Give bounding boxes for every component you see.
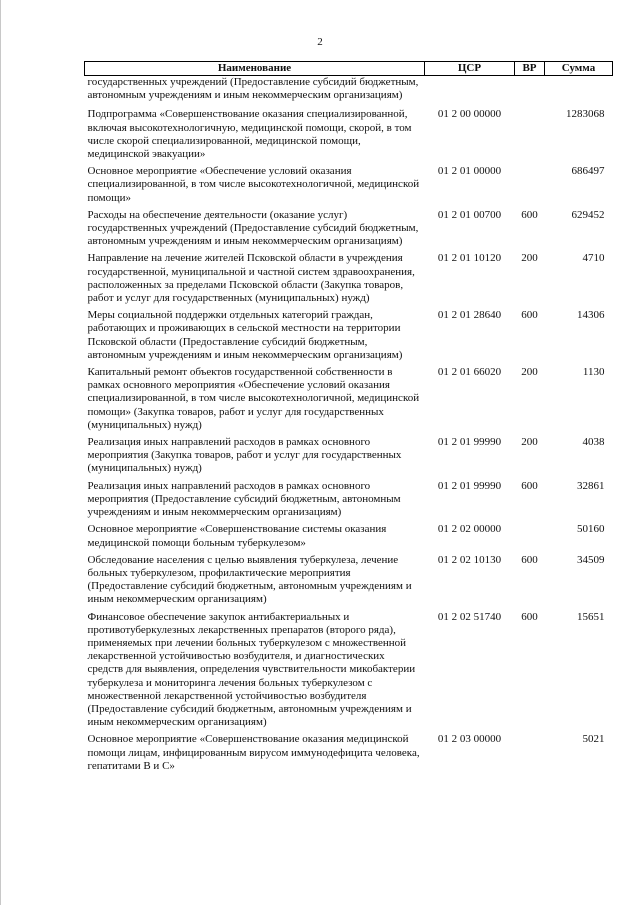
header-name: Наименование [85, 62, 425, 76]
row-vr [515, 161, 545, 205]
row-vr: 200 [521, 252, 538, 265]
row-sum: 14306 [577, 309, 605, 322]
row-csr: 01 2 01 00700 [437, 208, 502, 221]
row-sum: 629452 [571, 208, 605, 221]
row-csr: 01 2 01 10120 [437, 252, 502, 265]
table-row [85, 729, 613, 773]
row-sum: 34509 [577, 553, 605, 566]
table-row [85, 362, 613, 432]
table-row [85, 248, 613, 305]
table-row [85, 76, 613, 103]
budget-table [84, 61, 613, 773]
table-row [85, 161, 613, 205]
row-csr: 01 2 02 00000 [437, 523, 502, 536]
row-csr: 01 2 02 51740 [437, 610, 502, 623]
header-csr: ЦСР [425, 62, 515, 76]
table-row [85, 432, 613, 476]
row-sum: 4710 [582, 252, 605, 265]
table-header-row [85, 62, 613, 76]
row-vr: 600 [521, 610, 538, 623]
row-sum: 4038 [582, 436, 605, 449]
row-sum: 1283068 [566, 108, 605, 121]
row-vr: 600 [521, 479, 538, 492]
row-csr: 01 2 01 99990 [437, 436, 502, 449]
row-csr: 01 2 00 00000 [437, 108, 502, 121]
row-vr [515, 102, 545, 161]
table-row [85, 519, 613, 549]
page-number: 2 [317, 36, 323, 48]
row-vr [515, 76, 545, 103]
row-csr: 01 2 01 28640 [437, 309, 502, 322]
row-vr: 200 [521, 436, 538, 449]
row-sum: 50160 [577, 523, 605, 536]
header-sum: Сумма [545, 62, 613, 76]
row-name: Меры социальной поддержки отдельных категорий граждан, работающих и проживающих в сельской местности на территории Псковской области (Предоставление субсидий бюджетным, автономным учреждениям и иным некоммерческим организациям) [87, 309, 403, 361]
row-vr: 600 [521, 553, 538, 566]
table-row [85, 476, 613, 520]
row-name: Финансовое обеспечение закупок антибактериальных и противотуберкулезных лекарственных препаратов (второго ряда), применяемых при лечении больных туберкулезом с множественной лекарственной устойчивостью возбудителя, и диагностических средств для выявления, определения чувствительности микобактерии туберкулеза и мониторинга лечения больных туберкулезом с множественной лекарственной устойчивостью возбудителя (Предоставление субсидий бюджетным, автономным учреждениям и иным некоммерческим организациям) [87, 610, 416, 729]
row-sum [545, 76, 613, 103]
row-name: Основное мероприятие «Обеспечение условий оказания специализированной, в том числе высокотехнологичной, медицинской помощи» [87, 165, 420, 204]
row-name: Расходы на обеспечение деятельности (оказание услуг) государственных учреждений (Предоставление субсидий бюджетным, автономным учреждениям и иным некоммерческим организациям) [87, 208, 419, 248]
row-name: Обследование населения с целью выявления туберкулеза, лечение больных туберкулезом, профилактические мероприятия (Предоставление субсидий бюджетным, автономным учреждениям и иным некоммерческим организациям) [87, 553, 412, 606]
row-name: государственных учреждений (Предоставление субсидий бюджетным, автономным учреждениям и иным некоммерческим организациям) [87, 76, 419, 102]
row-csr: 01 2 01 99990 [437, 479, 502, 492]
scan-edge [0, 0, 1, 905]
row-name: Основное мероприятие «Совершенствование системы оказания медицинской помощи больным туберкулезом» [87, 523, 387, 549]
row-vr: 600 [521, 309, 538, 322]
row-csr: 01 2 02 10130 [437, 553, 502, 566]
row-sum: 686497 [571, 165, 605, 178]
table-row [85, 305, 613, 362]
table-row [85, 205, 613, 249]
row-csr: 01 2 01 66020 [437, 366, 502, 379]
table-row [85, 607, 613, 730]
row-sum: 15651 [577, 610, 605, 623]
row-name: Реализация иных направлений расходов в рамках основного мероприятия (Предоставление субсидий бюджетным, автономным учреждениям и иным некоммерческим организациям) [87, 479, 401, 519]
table-row [85, 550, 613, 607]
row-vr [515, 729, 545, 773]
row-sum: 5021 [582, 733, 605, 746]
row-name: Реализация иных направлений расходов в рамках основного мероприятия (Закупка товаров, работ и услуг для государственных (муниципальных) нужд) [87, 436, 402, 475]
row-name: Капитальный ремонт объектов государственной собственности в рамках основного мероприятия «Обеспечение условий оказания специализированной, в том числе высокотехнологичной, медицинской помощи» (Закупка товаров, работ и услуг для государственных (муниципальных) нужд) [87, 366, 420, 431]
row-name: Подпрограмма «Совершенствование оказания специализированной, включая высокотехнологичную, медицинской помощи, скорой, в том числе скорой специализированной, медицинской помощи, медицинской эвакуации» [87, 108, 412, 161]
row-csr: 01 2 01 00000 [437, 165, 502, 178]
row-name: Основное мероприятие «Совершенствование оказания медицинской помощи лицам, инфицированным вирусом иммунодефицита человека, гепатитами В и С» [87, 733, 420, 772]
row-sum: 1130 [582, 366, 605, 379]
table-body [85, 76, 613, 773]
header-vr: ВР [515, 62, 545, 76]
row-csr [425, 76, 515, 103]
table-row [85, 102, 613, 161]
row-csr: 01 2 03 00000 [437, 733, 502, 746]
row-vr [515, 519, 545, 549]
row-sum: 32861 [577, 479, 605, 492]
row-name: Направление на лечение жителей Псковской области в учреждения государственной, муниципальной и частной систем здравоохранения, расположенных за пределами Псковской области (Закупка товаров, работ и услуг для государственных (муниципальных) нужд) [87, 252, 415, 305]
row-vr: 600 [521, 208, 538, 221]
row-vr: 200 [521, 366, 538, 379]
